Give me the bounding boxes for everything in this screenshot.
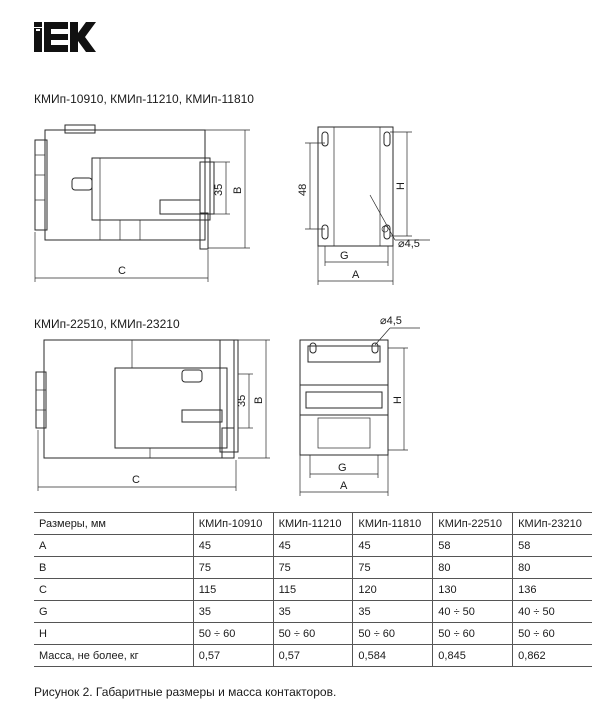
drawing2-side-view	[36, 340, 270, 491]
table-cell: Масса, не более, кг	[34, 645, 193, 667]
figure-caption: Рисунок 2. Габаритные размеры и масса контакторов.	[34, 685, 337, 699]
drawing1-front-view	[297, 127, 430, 285]
table-cell: 0,57	[193, 645, 273, 667]
table-header-cell: КМИп-23210	[513, 513, 592, 535]
dim-35-label-2: 35	[236, 394, 248, 407]
table-cell: 58	[433, 535, 513, 557]
table-cell: 75	[353, 557, 433, 579]
table-cell: 58	[513, 535, 592, 557]
dim-c-label: C	[118, 265, 126, 277]
dim-b-label: B	[232, 186, 244, 194]
table-cell: 50 ÷ 60	[193, 623, 273, 645]
table-cell: 40 ÷ 50	[433, 601, 513, 623]
dim-h-label-1: H	[395, 182, 407, 190]
drawing1-caption: КМИп-10910, КМИп-11210, КМИп-11810	[34, 92, 254, 106]
dimensions-table	[34, 512, 592, 667]
table-header-cell: КМИп-10910	[193, 513, 273, 535]
dim-c-label-2: C	[132, 474, 140, 486]
dim-h-label-2: H	[392, 396, 404, 404]
table-header-row	[34, 513, 592, 535]
table-cell: 40 ÷ 50	[513, 601, 592, 623]
table-cell: 75	[273, 557, 353, 579]
table-cell: 35	[353, 601, 433, 623]
table-cell: 130	[433, 579, 513, 601]
table-cell: B	[34, 557, 193, 579]
table-cell: 0,862	[513, 645, 592, 667]
table-cell: 45	[273, 535, 353, 557]
dim-g-label-2: G	[338, 462, 347, 474]
table-header-cell: КМИп-11210	[273, 513, 353, 535]
table-row	[34, 601, 592, 623]
table-cell: 75	[193, 557, 273, 579]
dim-a-label-1: A	[352, 269, 360, 281]
table-cell: 50 ÷ 60	[513, 623, 592, 645]
hole-label-1: ⌀4,5	[398, 238, 420, 250]
table-cell: 50 ÷ 60	[433, 623, 513, 645]
table-row	[34, 623, 592, 645]
table-cell: 80	[433, 557, 513, 579]
table-cell: 45	[193, 535, 273, 557]
table-cell: 115	[273, 579, 353, 601]
drawing1-side-view	[35, 125, 250, 282]
table-header-cell: Размеры, мм	[34, 513, 193, 535]
dim-a-label-2: A	[340, 480, 348, 492]
dim-48-label: 48	[297, 183, 309, 196]
table-cell: 35	[193, 601, 273, 623]
table-row	[34, 579, 592, 601]
table-row	[34, 645, 592, 667]
dim-g-label-1: G	[340, 250, 349, 262]
table-cell: 115	[193, 579, 273, 601]
table-cell: A	[34, 535, 193, 557]
table-cell: 50 ÷ 60	[273, 623, 353, 645]
table-cell: G	[34, 601, 193, 623]
dim-b-label-2: B	[253, 396, 265, 404]
table-cell: H	[34, 623, 193, 645]
table-cell: 50 ÷ 60	[353, 623, 433, 645]
table-cell: 136	[513, 579, 592, 601]
table-cell: 120	[353, 579, 433, 601]
table-cell: 45	[353, 535, 433, 557]
table-cell: 80	[513, 557, 592, 579]
table-header-cell: КМИп-22510	[433, 513, 513, 535]
table-row	[34, 535, 592, 557]
table-cell: C	[34, 579, 193, 601]
dim-35-label: 35	[213, 183, 225, 196]
table-cell: 0,584	[353, 645, 433, 667]
drawing2-caption: КМИп-22510, КМИп-23210	[34, 317, 180, 331]
table-cell: 0,57	[273, 645, 353, 667]
table-row	[34, 557, 592, 579]
table-header-cell: КМИп-11810	[353, 513, 433, 535]
table-cell: 35	[273, 601, 353, 623]
drawing2-front-view	[300, 315, 420, 496]
table-cell: 0,845	[433, 645, 513, 667]
hole-label-2: ⌀4,5	[380, 315, 402, 327]
